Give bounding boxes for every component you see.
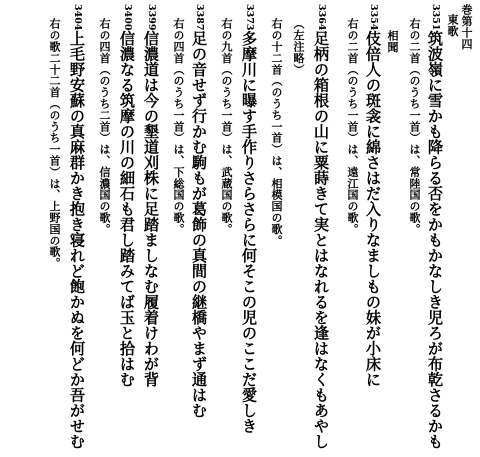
poem-3400-note: 右の四首（のうち二首）は、信濃国の歌。 (98, 18, 111, 235)
poem-3351 (427, 4, 442, 449)
poem-number: 3373 (244, 4, 255, 31)
poem-number: 3387 (194, 4, 205, 31)
poem-text: 筑波嶺に雪かも降らる否をかもかなしき児ろが布乾さるかも (426, 30, 444, 449)
volume-title: 巻第十四 (460, 4, 473, 50)
poem-3351-note: 右の二首（のうち一首）は、常陸国の歌。 (408, 18, 421, 235)
section-title: 東歌 (446, 14, 459, 37)
poem-3364-note: 右の十二首（のうち一首）は、相模国の歌。 (270, 18, 283, 246)
poem-text: 信濃道は今の墾道刈株に足踏ましなむ履着けわが背 (142, 30, 160, 387)
poem-number: 3364 (316, 4, 327, 31)
poem-text: 伎倍人の斑衾に綿さはだ入りなましもの妹が小床に (364, 30, 382, 387)
poem-text: 上毛野安蘇の真麻群かき抱き寝れど飽かぬを何どか吾がせむ (68, 30, 86, 449)
poem-number: 3400 (122, 4, 133, 31)
poem-3373-note: 右の九首（のうち一首）は、武蔵国の歌。 (220, 18, 233, 235)
poem-3354-note: 右の二首（のうち一首）は、遠江国の歌。 (346, 18, 359, 235)
poem-3387 (191, 4, 206, 418)
poem-text: 足の音せず行かむ駒もが葛飾の真間の継橋やまず通はむ (190, 30, 208, 418)
poem-3364-extra: （左注略） (292, 18, 305, 75)
poem-number: 3354 (368, 4, 379, 31)
poem-3364 (313, 4, 328, 449)
poem-3373 (241, 4, 256, 433)
poem-text: 信濃なる筑摩の川の細石も君し踏みてば玉と拾はむ (118, 30, 136, 387)
poem-text: 足柄の箱根の山に粟蒔きて実とはなれるを逢はなくもあやし (312, 30, 330, 449)
poem-number: 3351 (430, 4, 441, 31)
poem-number: 3404 (72, 4, 83, 31)
poem-number: 3399 (146, 4, 157, 31)
poem-3404 (69, 4, 84, 449)
poem-3354 (365, 4, 380, 387)
poem-3404-note: 右の歌二十二首（のうち一首）は、上野国の歌。 (48, 18, 61, 269)
poem-3387-note: 右の四首（のうち一首）は、下総国の歌。 (172, 18, 185, 235)
poem-3400 (119, 4, 134, 387)
subheading: 相聞 (386, 30, 399, 53)
poem-3399 (143, 4, 158, 387)
poem-text: 多摩川に曝す手作りさらさらに何そこの児のここだ愛しき (240, 30, 258, 434)
